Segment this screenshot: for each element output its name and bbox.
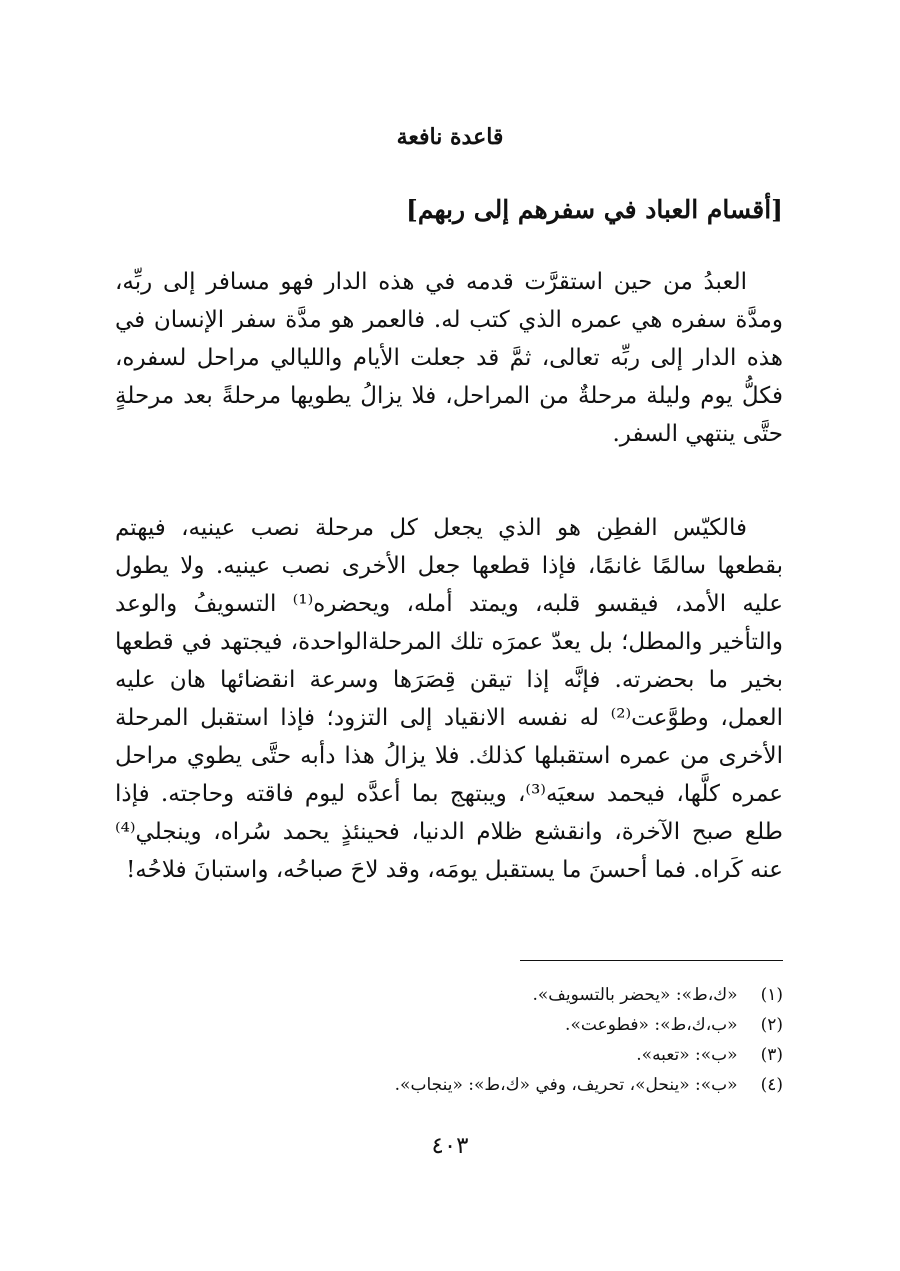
footnote [115,1010,783,1040]
body-paragraph: فالكيّس الفطِن هو الذي يجعل كل مرحلة نصب عينيه، فيهتم بقطعها سالمًا غانمًا، فإذا قطعها جعل الأخرى نصب عينيه. ولا يطول عليه الأمد، فيقسو قلبه، ويمتد أمله، ويحضره⁽¹⁾ التسويفُ والوعد والتأخير والمطل؛ بل يعدّ عمرَه تلك المرحلةالواحدة، فيجتهد في قطعها بخير ما بحضرته. فإنَّه إذا تيقن قِصَرَها وسرعة انقضائها هان عليه العمل، وطوَّعت⁽²⁾ له نفسه الانقياد إلى التزود؛ فإذا استقبل المرحلة الأخرى من عمره استقبلها كذلك. فلا يزالُ هذا دأبه حتَّى يطوي مراحل عمره كلَّها، فيحمد سعيَه⁽³⁾، ويبتهج بما أعدَّه ليوم فاقته وحاجته. فإذا طلع صبح الآخرة، وانقشع ظلام الدنيا، فحينئذٍ يحمد سُراه، وينجلي⁽⁴⁾ عنه كَراه. فما أحسنَ ما يستقبل يومَه، وقد لاحَ صباحُه، واستبانَ فلاحُه! [115,515,783,883]
footnote-number: (١) [760,985,783,1005]
footnotes-list [115,980,783,1100]
footnote [115,1040,783,1070]
footnote-number: (٢) [760,1015,783,1035]
footnote-text: «ب،ك،ط»: «فطوعت». [565,1015,738,1035]
footnote-text: «ك،ط»: «يحضر بالتسويف». [532,985,738,1005]
footnote-divider [520,960,783,961]
footnote-text: «ب»: «تعبه». [636,1045,738,1065]
page-title: قاعدة نافعة [396,124,504,150]
footnote-number: (٤) [760,1075,783,1095]
footnote [115,1070,783,1100]
footnote-text: «ب»: «ينحل»، تحريف، وفي «ك،ط»: «ينجاب». [394,1075,738,1095]
footnote [115,980,783,1010]
footnote-number: (٣) [760,1045,783,1065]
body-paragraph: العبدُ من حين استقرَّت قدمه في هذه الدار فهو مسافر إلى ربِّه، ومدَّة سفره هي عمره الذي كتب له. فالعمر هو مدَّة سفر الإنسان في هذه الدار إلى ربِّه تعالى، ثمَّ قد جعلت الأيام والليالي مراحل لسفره، فكلُّ يوم وليلة مرحلةٌ من المراحل، فلا يزالُ يطويها مرحلةً بعد مرحلةٍ حتَّى ينتهي السفر. [115,269,783,447]
section-heading: [أقسام العباد في سفرهم إلى ربهم] [406,195,783,224]
page-number: ٤٠٣ [431,1133,469,1159]
